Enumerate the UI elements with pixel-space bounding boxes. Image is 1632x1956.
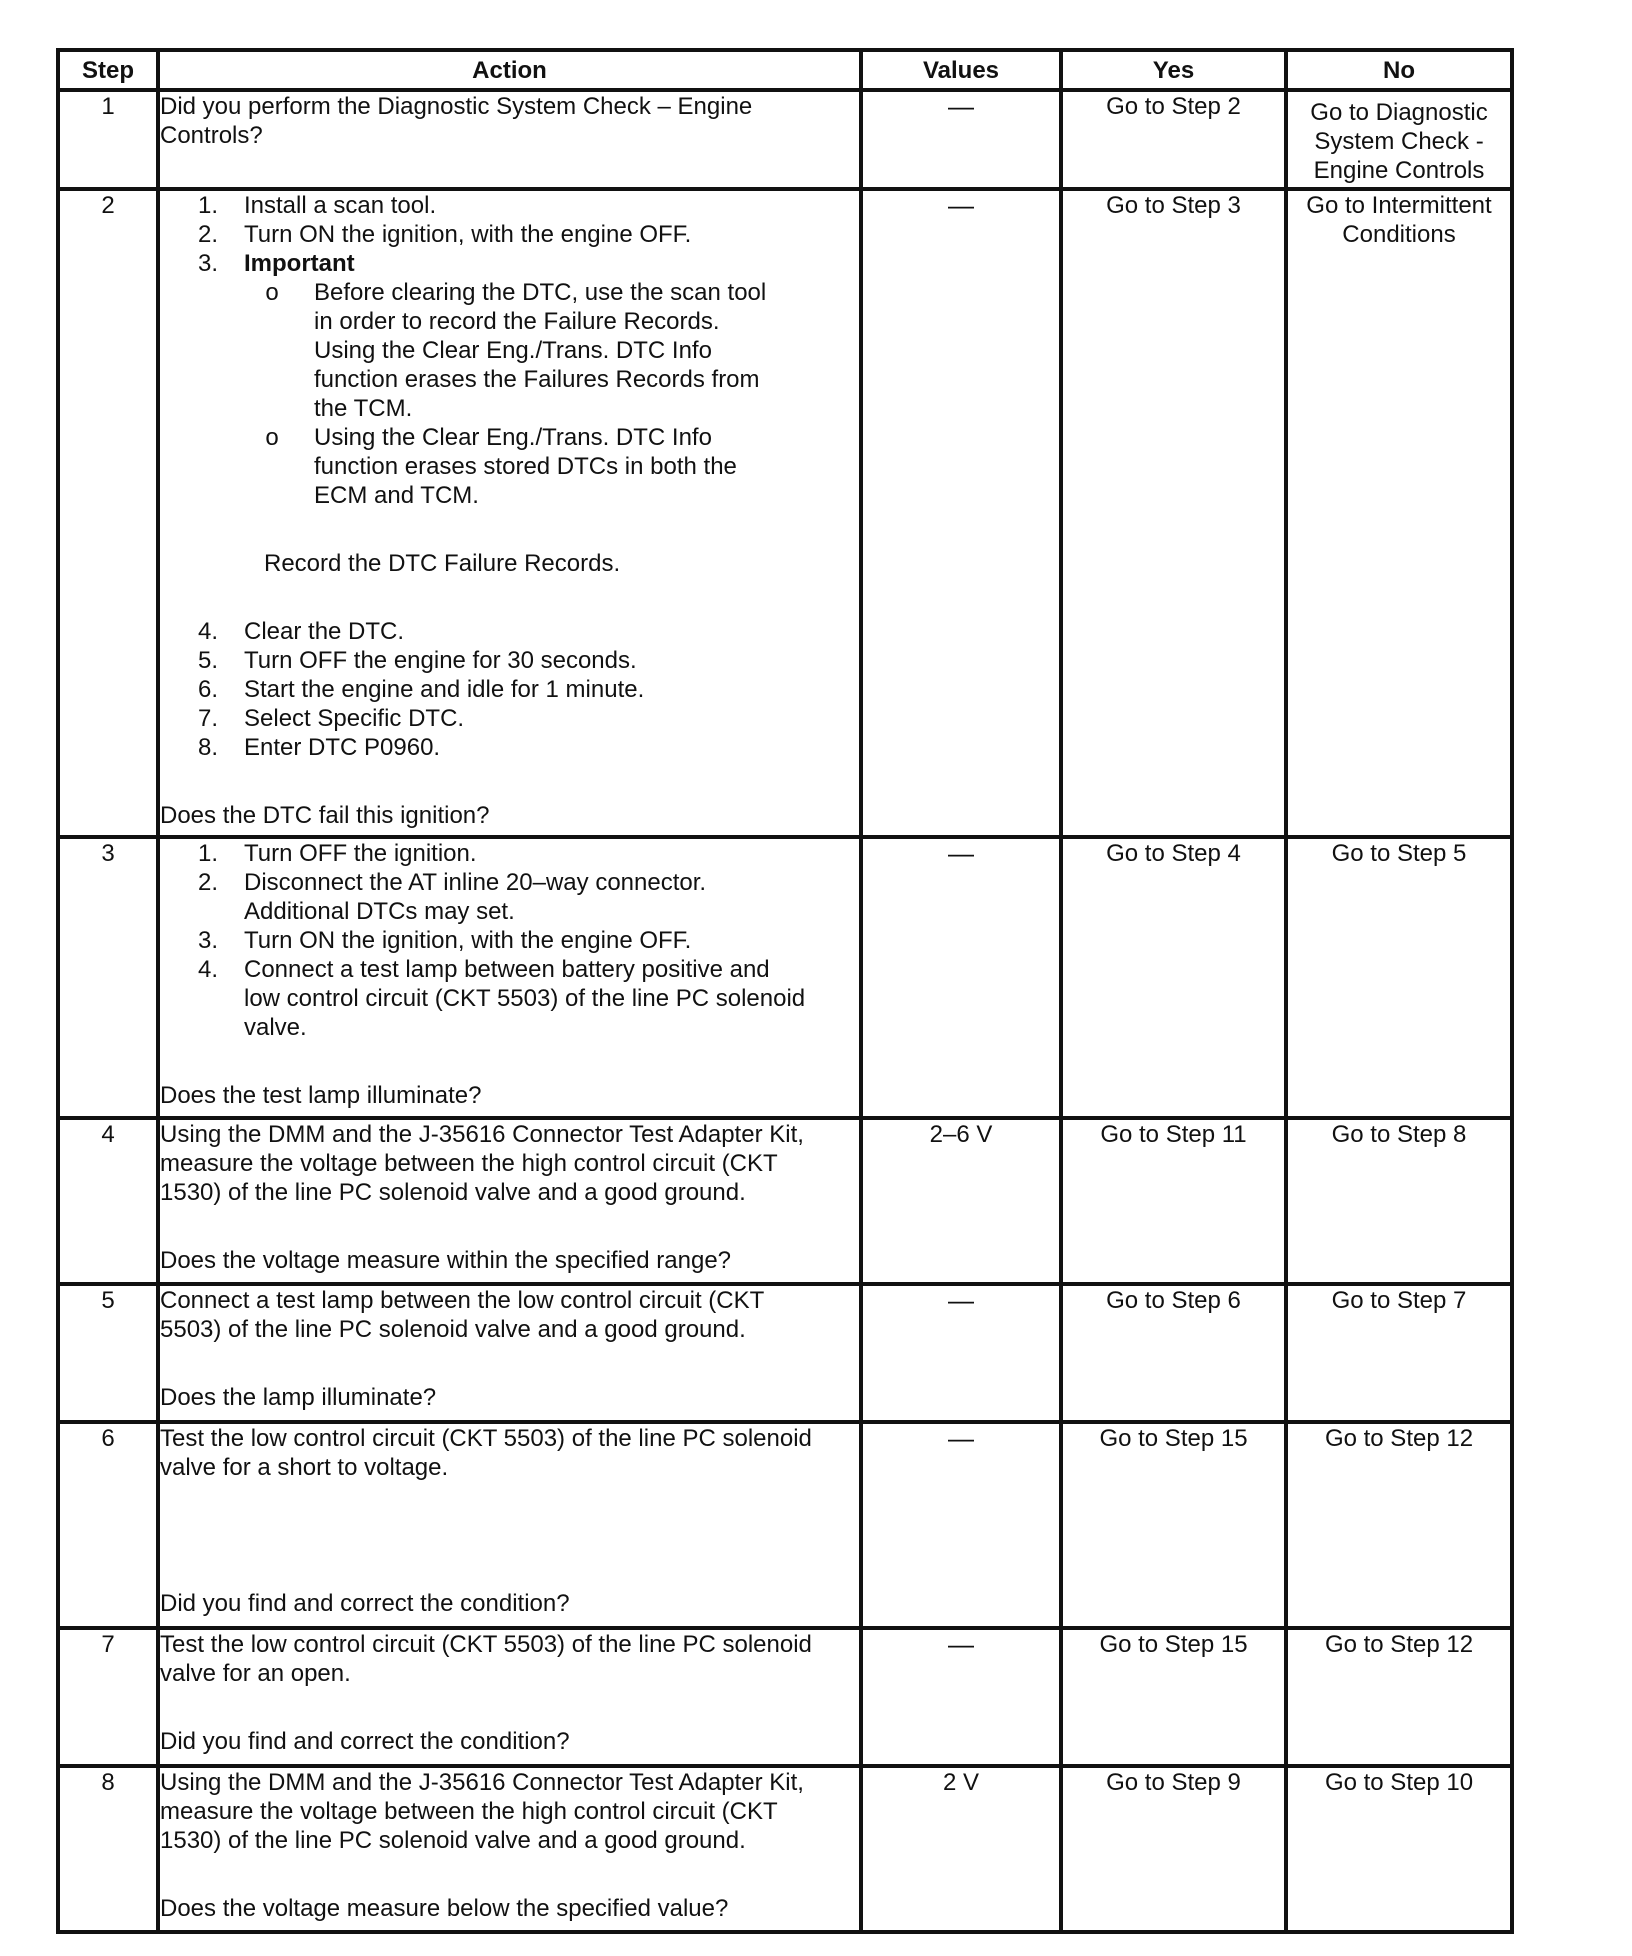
value-cell: — <box>861 90 1061 189</box>
header-values: Values <box>861 50 1061 90</box>
list-item <box>160 839 859 868</box>
bullet-line: function erases the Failures Records from <box>314 366 760 393</box>
yes-cell: Go to Step 6 <box>1061 1284 1286 1422</box>
step-number: 3 <box>58 837 158 1118</box>
question-text: Did you find and correct the condition? <box>160 1728 570 1755</box>
item-text <box>244 839 859 868</box>
no-cell: Go to Step 12 <box>1286 1422 1512 1628</box>
value-cell: — <box>861 837 1061 1118</box>
table-row <box>58 90 1512 189</box>
no-line: Conditions <box>1342 221 1456 248</box>
important-label: Important <box>244 250 355 277</box>
item-number: 7. <box>197 705 218 732</box>
question-text: Did you find and correct the condition? <box>160 1590 570 1617</box>
item-text: Start the engine and idle for 1 minute. <box>244 676 645 703</box>
item-text: Enter DTC P0960. <box>244 734 441 761</box>
item-number: 2. <box>197 869 218 896</box>
question-text: Does the DTC fail this ignition? <box>160 802 490 829</box>
value-cell: 2 V <box>861 1766 1061 1932</box>
item-number: 3. <box>197 927 218 954</box>
action-cell <box>158 1284 861 1422</box>
list-item <box>160 191 859 220</box>
action-line: measure the voltage between the high control circuit (CKT <box>160 1150 778 1177</box>
no-cell: Go to Step 7 <box>1286 1284 1512 1422</box>
bullet-marker: o <box>265 424 279 451</box>
value-cell: — <box>861 1628 1061 1766</box>
no-line: Go to Intermittent <box>1306 192 1492 219</box>
value-cell: — <box>861 189 1061 837</box>
step-number: 8 <box>58 1766 158 1932</box>
item-number: 2. <box>197 221 218 248</box>
item-number: 4. <box>197 956 218 983</box>
item-line: valve. <box>244 1014 307 1041</box>
action-line: Did you perform the Diagnostic System Check – Engine <box>160 93 753 120</box>
action-line: valve for an open. <box>160 1660 351 1687</box>
table-row <box>58 837 1512 1118</box>
action-cell <box>158 1118 861 1284</box>
important-bullets <box>160 278 859 510</box>
bullet-line: Using the Clear Eng./Trans. DTC Info <box>314 424 712 451</box>
bullet-marker: o <box>265 279 279 306</box>
item-line: Turn OFF the ignition. <box>244 840 477 867</box>
action-line: measure the voltage between the high control circuit (CKT <box>160 1798 778 1825</box>
action-line: Connect a test lamp between the low control circuit (CKT <box>160 1287 765 1314</box>
yes-cell: Go to Step 9 <box>1061 1766 1286 1932</box>
list-item <box>160 617 859 646</box>
bullet-line: ECM and TCM. <box>314 482 479 509</box>
value-cell: — <box>861 1422 1061 1628</box>
item-text: Clear the DTC. <box>244 618 405 645</box>
bullet-line: the TCM. <box>314 395 413 422</box>
action-cell <box>158 1628 861 1766</box>
step-number: 2 <box>58 189 158 837</box>
item-line: low control circuit (CKT 5503) of the line PC solenoid <box>244 985 806 1012</box>
list-item <box>160 926 859 955</box>
item-text: Select Specific DTC. <box>244 705 465 732</box>
header-step: Step <box>58 50 158 90</box>
no-cell: Go to Step 12 <box>1286 1628 1512 1766</box>
yes-cell: Go to Step 15 <box>1061 1628 1286 1766</box>
bullet-line: function erases stored DTCs in both the <box>314 453 737 480</box>
item-number: 1. <box>197 192 218 219</box>
list-item <box>160 249 859 278</box>
list-item <box>160 220 859 249</box>
step-number: 7 <box>58 1628 158 1766</box>
list-item <box>160 675 859 704</box>
action-line: 5503) of the line PC solenoid valve and a good ground. <box>160 1316 746 1343</box>
item-line: Disconnect the AT inline 20–way connector. <box>244 869 707 896</box>
item-text <box>244 868 859 926</box>
question-text: Does the voltage measure below the specified value? <box>160 1895 729 1922</box>
yes-cell: Go to Step 11 <box>1061 1118 1286 1284</box>
item-number: 4. <box>197 618 218 645</box>
no-cell: Go to Step 8 <box>1286 1118 1512 1284</box>
question-text: Does the lamp illuminate? <box>160 1384 437 1411</box>
no-cell <box>1286 90 1512 189</box>
action-line: Controls? <box>160 122 263 149</box>
value-cell: — <box>861 1284 1061 1422</box>
action-cell <box>158 90 861 189</box>
numbered-steps <box>160 617 859 762</box>
action-line: Using the DMM and the J-35616 Connector Test Adapter Kit, <box>160 1769 804 1796</box>
header-no: No <box>1286 50 1512 90</box>
list-item <box>160 646 859 675</box>
list-item <box>160 733 859 762</box>
action-line: valve for a short to voltage. <box>160 1454 449 1481</box>
list-item <box>160 704 859 733</box>
numbered-steps <box>160 839 859 1042</box>
no-line: Go to Diagnostic <box>1310 99 1488 126</box>
bullet-text <box>314 278 766 423</box>
action-line: 1530) of the line PC solenoid valve and a good ground. <box>160 1179 746 1206</box>
item-text: Turn OFF the engine for 30 seconds. <box>244 647 637 674</box>
table-row <box>58 1284 1512 1422</box>
bullet-item <box>258 423 859 510</box>
table-row <box>58 189 1512 837</box>
step-number: 1 <box>58 90 158 189</box>
header-row <box>58 50 1512 90</box>
action-cell <box>158 1766 861 1932</box>
item-text <box>244 955 859 1042</box>
item-number: 8. <box>197 734 218 761</box>
bullet-line: Using the Clear Eng./Trans. DTC Info <box>314 337 712 364</box>
header-yes: Yes <box>1061 50 1286 90</box>
action-line: Test the low control circuit (CKT 5503) of the line PC solenoid <box>160 1425 812 1452</box>
bullet-text <box>314 423 737 510</box>
step-number: 6 <box>58 1422 158 1628</box>
bullet-item <box>258 278 859 423</box>
question-text: Does the test lamp illuminate? <box>160 1082 482 1109</box>
no-cell <box>1286 189 1512 837</box>
action-line: 1530) of the line PC solenoid valve and a good ground. <box>160 1827 746 1854</box>
yes-cell: Go to Step 3 <box>1061 189 1286 837</box>
item-line: Additional DTCs may set. <box>244 898 515 925</box>
item-number: 6. <box>197 676 218 703</box>
action-cell <box>158 1422 861 1628</box>
item-number: 5. <box>197 647 218 674</box>
table-row <box>58 1118 1512 1284</box>
question-text: Does the voltage measure within the specified range? <box>160 1247 732 1274</box>
header-action: Action <box>158 50 861 90</box>
no-cell: Go to Step 5 <box>1286 837 1512 1118</box>
yes-cell: Go to Step 4 <box>1061 837 1286 1118</box>
step-number: 5 <box>58 1284 158 1422</box>
step-number: 4 <box>58 1118 158 1284</box>
action-line: Using the DMM and the J-35616 Connector Test Adapter Kit, <box>160 1121 804 1148</box>
item-number: 3. <box>197 250 218 277</box>
list-item <box>160 868 859 926</box>
item-text <box>244 926 859 955</box>
item-text: Turn ON the ignition, with the engine OFF. <box>244 221 692 248</box>
yes-cell: Go to Step 2 <box>1061 90 1286 189</box>
table-row <box>58 1766 1512 1932</box>
item-line: Connect a test lamp between battery positive and <box>244 956 770 983</box>
no-line: System Check - <box>1314 128 1484 155</box>
list-item <box>160 955 859 1042</box>
yes-cell: Go to Step 15 <box>1061 1422 1286 1628</box>
diagnostic-table <box>56 48 1514 1934</box>
table-row <box>58 1422 1512 1628</box>
numbered-steps <box>160 191 859 278</box>
value-cell: 2–6 V <box>861 1118 1061 1284</box>
item-number: 1. <box>197 840 218 867</box>
item-text: Install a scan tool. <box>244 192 437 219</box>
action-cell <box>158 189 861 837</box>
table-row <box>58 1628 1512 1766</box>
action-cell <box>158 837 861 1118</box>
no-cell: Go to Step 10 <box>1286 1766 1512 1932</box>
item-line: Turn ON the ignition, with the engine OFF. <box>244 927 692 954</box>
action-line: Test the low control circuit (CKT 5503) of the line PC solenoid <box>160 1631 812 1658</box>
record-note: Record the DTC Failure Records. <box>264 550 621 577</box>
bullet-line: Before clearing the DTC, use the scan tool <box>314 279 767 306</box>
bullet-line: in order to record the Failure Records. <box>314 308 720 335</box>
no-line: Engine Controls <box>1313 157 1485 184</box>
